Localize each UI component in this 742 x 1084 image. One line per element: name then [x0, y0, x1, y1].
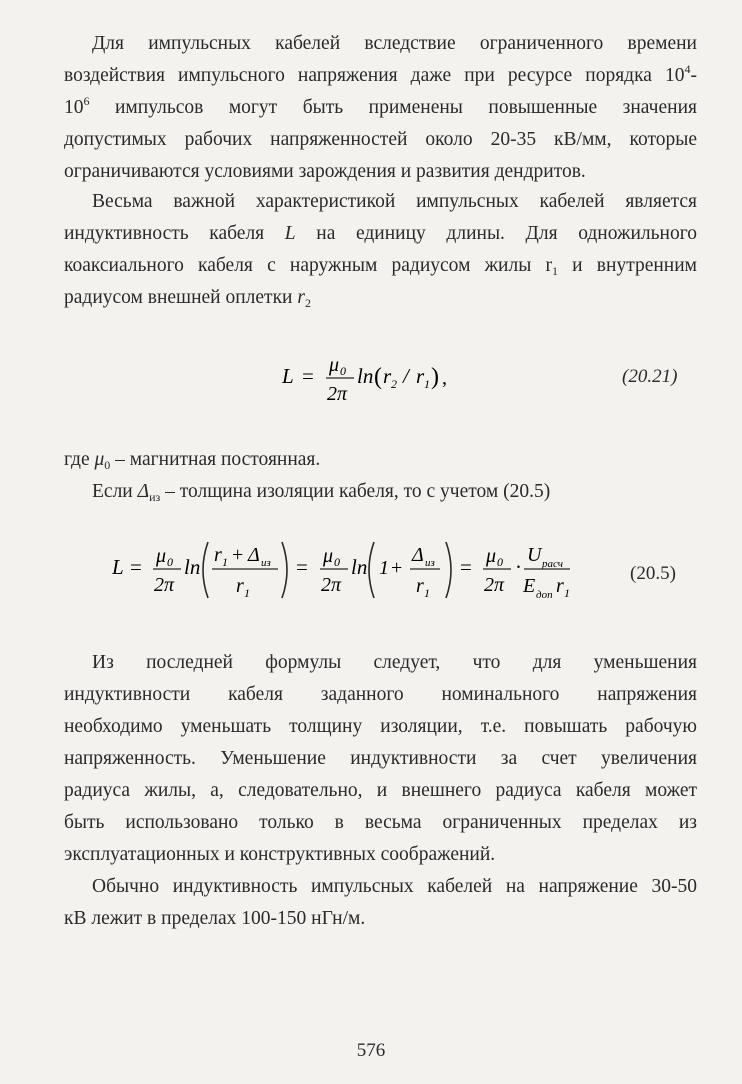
eq-r2: r	[383, 364, 392, 388]
eq-mu-sub: 0	[497, 555, 503, 569]
big-paren-open	[203, 542, 208, 598]
eq-delta-sub: из	[261, 557, 271, 569]
eq-mu-sub: 0	[167, 555, 173, 569]
text-span: радиусом внешней оплетки	[64, 287, 298, 308]
eq-mu: μ	[323, 545, 334, 567]
text-line: Обычно индуктивность импульсных кабелей на напряжение 30-50	[92, 876, 697, 897]
equation-number: (20.5)	[630, 563, 676, 584]
text-line: Из последней формулы следует, что для уменьшения	[92, 652, 697, 673]
text-span: индуктивность кабеля	[64, 223, 285, 244]
text-line: кВ лежит в пределах 100-150 нГн/м.	[64, 908, 366, 929]
text-line: необходимо уменьшать толщину изоляции, т.е. повышать рабочую	[64, 716, 697, 737]
eq-mu-sub: 0	[340, 364, 346, 378]
eq-equals: =	[296, 555, 308, 579]
variable-mu: μ	[94, 449, 105, 470]
eq-delta: Δ	[412, 544, 424, 566]
eq-r1: r	[214, 544, 222, 566]
text-span: – магнитная постоянная.	[110, 449, 321, 470]
text-span: коаксиального кабеля с наружным радиусом жилы r	[64, 255, 552, 276]
eq-U-sub: расч	[542, 558, 563, 570]
subscript: из	[149, 490, 161, 504]
eq-mu: μ	[486, 545, 497, 567]
big-paren-close	[282, 542, 287, 598]
eq-r1: r	[236, 575, 244, 597]
text-line	[64, 218, 697, 250]
eq-one: 1	[379, 557, 389, 579]
paragraph-inductance-intro	[64, 186, 697, 314]
superscript: 6	[83, 94, 90, 108]
eq-r1: r	[416, 575, 424, 597]
big-paren-open	[369, 542, 374, 598]
eq-paren-open: (	[374, 364, 382, 390]
text-span: воздействия импульсного напряжения даже при ресурсе порядка 10	[64, 65, 685, 86]
text-span: и внутренним	[558, 255, 697, 276]
subscript: 2	[304, 296, 311, 310]
eq-lhs: L	[112, 555, 124, 579]
text-span: где	[64, 449, 95, 470]
eq-r1-sub: 1	[424, 586, 430, 600]
text-line	[64, 444, 697, 476]
eq-equals: =	[460, 555, 472, 579]
text-line: эксплуатационных и конструктивных соображений.	[64, 844, 496, 865]
eq-denominator: 2π	[321, 574, 342, 596]
eq-equals: =	[130, 555, 142, 579]
text-span: импульсов могут быть применены повышенные значения	[89, 97, 697, 118]
text-line: Для импульсных кабелей вследствие ограниченного времени	[92, 33, 697, 54]
eq-r2-sub: 2	[391, 377, 397, 391]
eq-denominator: 2π	[327, 383, 348, 405]
paragraph-mu0-definition	[64, 444, 697, 476]
eq-r1-sub: 1	[244, 586, 250, 600]
big-paren-close	[446, 542, 451, 598]
eq-U: U	[527, 544, 542, 566]
text-span: Если	[92, 481, 138, 502]
eq-r1-sub: 1	[222, 555, 228, 569]
paragraph-impulse-cables-stress	[64, 28, 697, 188]
eq-lhs: L	[282, 364, 294, 388]
eq-ln: ln	[357, 364, 374, 388]
eq-ln: ln	[351, 555, 368, 579]
text-line	[64, 60, 697, 92]
eq-delta-sub: из	[425, 557, 435, 569]
text-line	[64, 476, 697, 508]
eq-paren-close: )	[431, 364, 439, 390]
equation-number: (20.21)	[622, 366, 678, 387]
eq-comma: ,	[442, 367, 447, 389]
equation-20-5	[112, 530, 572, 610]
page-number: 576	[356, 1040, 386, 1061]
text-span: на единицу длины. Для одножильного	[295, 223, 697, 244]
equation-20-21	[280, 350, 480, 410]
subscript: 1	[552, 264, 558, 278]
eq-plus: +	[232, 544, 244, 566]
eq-plus: +	[391, 557, 403, 579]
eq-E-sub: доп	[536, 589, 553, 601]
variable-L: L	[284, 223, 296, 244]
eq-mu-sub: 0	[334, 555, 340, 569]
eq-r1-sub: 1	[424, 377, 430, 391]
text-span: -	[690, 65, 697, 86]
paragraph-typical-inductance	[64, 871, 697, 935]
eq-denominator: 2π	[484, 574, 505, 596]
eq-E: E	[523, 575, 536, 597]
text-line: индуктивности кабеля заданного номинального напряжения	[64, 684, 697, 705]
paragraph-insulation-thickness	[64, 476, 697, 508]
eq-slash: /	[403, 364, 409, 388]
text-line: Весьма важной характеристикой импульсных кабелей является	[92, 191, 697, 212]
text-line: напряженность. Уменьшение индуктивности за счет увеличения	[64, 748, 697, 769]
eq-r1-sub: 1	[564, 586, 570, 600]
eq-ln: ln	[184, 555, 201, 579]
eq-delta: Δ	[248, 544, 260, 566]
text-line	[64, 250, 697, 282]
text-span: – толщина изоляции кабеля, то с учетом (20.5)	[160, 481, 551, 502]
eq-mu: μ	[156, 545, 167, 567]
text-line: быть использовано только в весьма ограниченных пределах из	[64, 812, 697, 833]
eq-denominator: 2π	[154, 574, 175, 596]
subscript: 0	[104, 458, 111, 472]
variable-delta: Δ	[137, 481, 150, 502]
eq-r1: r	[416, 364, 425, 388]
superscript: 4	[684, 62, 691, 76]
text-line: допустимых рабочих напряженностей около 20-35 кВ/мм, которые	[64, 129, 697, 150]
text-line: радиуса жилы, а, следовательно, и внешнего радиуса кабеля может	[64, 780, 697, 801]
text-line	[64, 92, 697, 124]
text-line	[64, 282, 697, 314]
text-line: ограничиваются условиями зарождения и развития дендритов.	[64, 161, 586, 182]
eq-r1: r	[556, 575, 564, 597]
variable-r2: r	[297, 287, 305, 308]
eq-equals: =	[302, 364, 314, 388]
text-span: 10	[64, 97, 84, 118]
eq-dot: ·	[515, 555, 522, 579]
paragraph-conclusion	[64, 647, 697, 871]
eq-mu: μ	[329, 354, 340, 376]
